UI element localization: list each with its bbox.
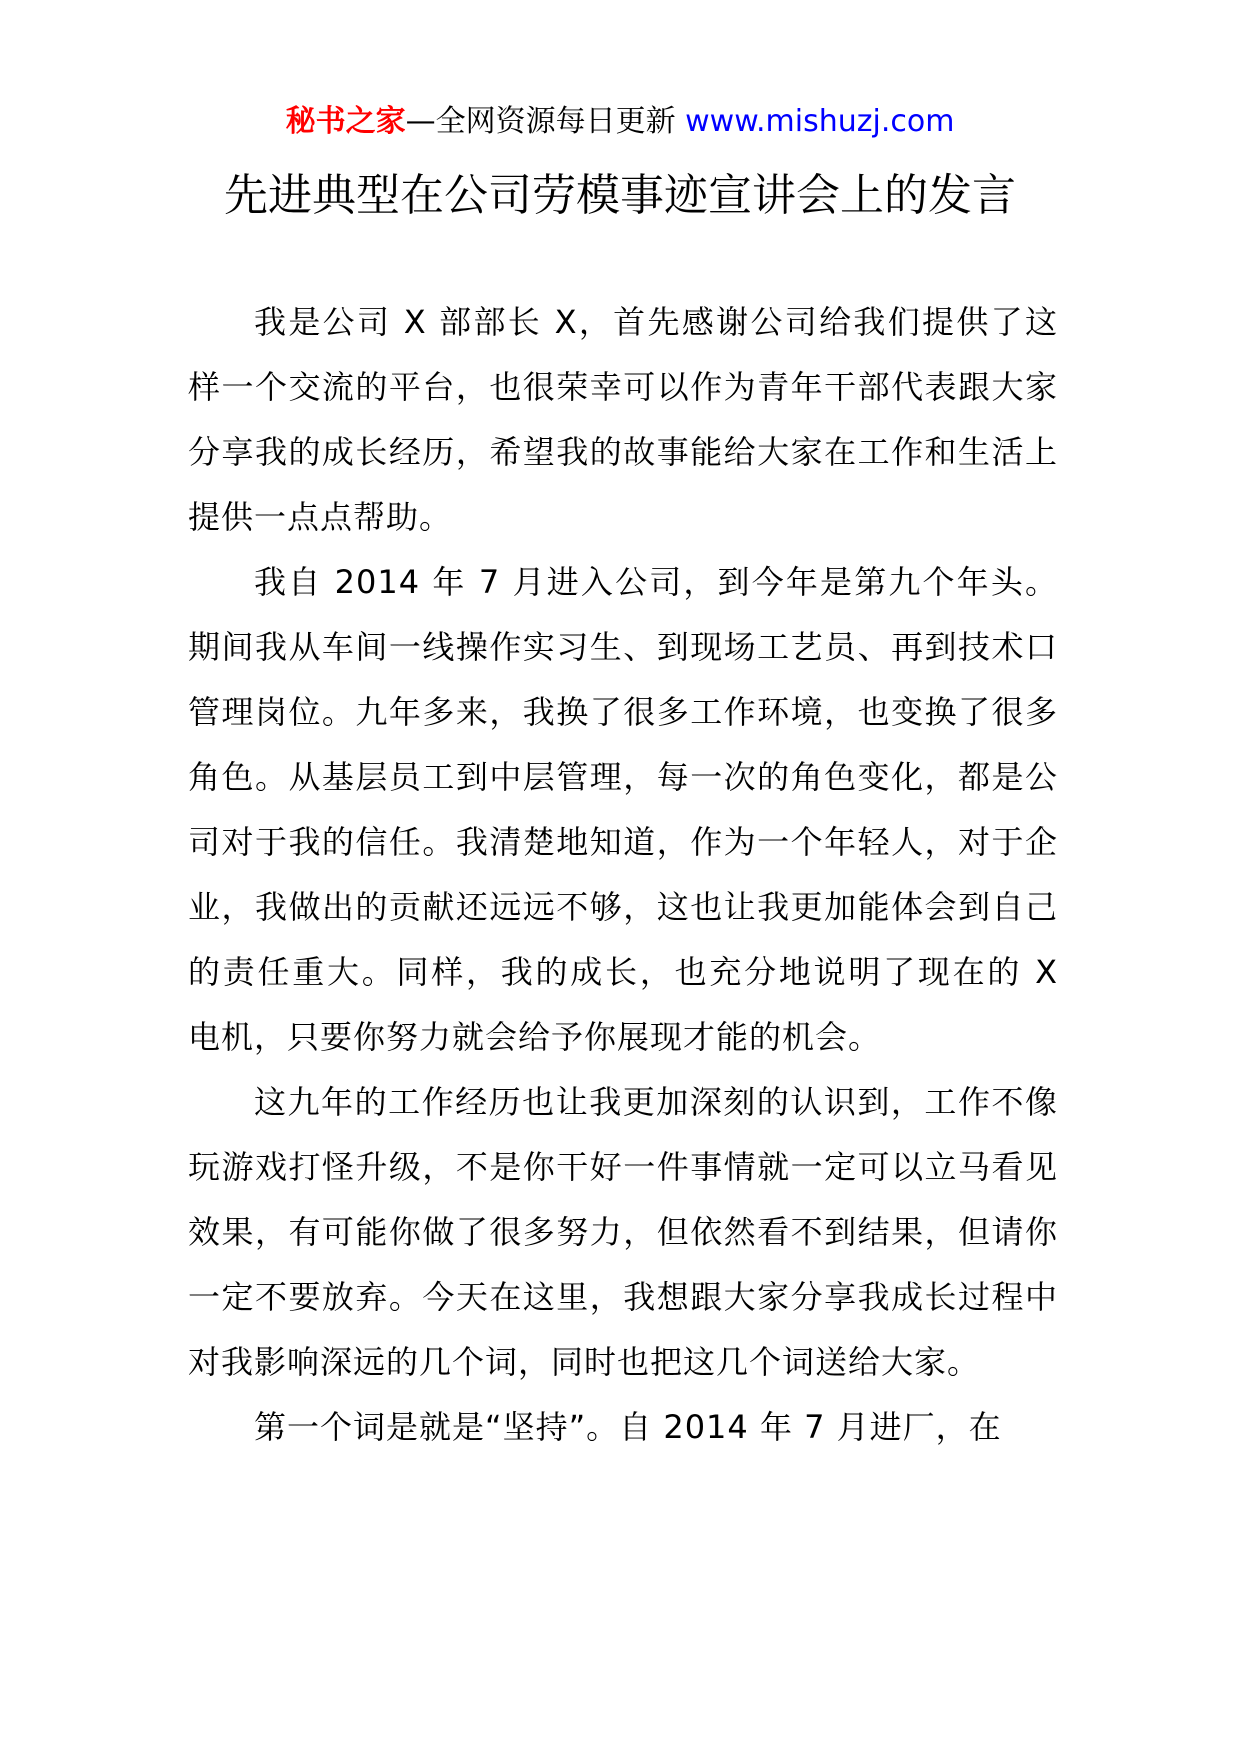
paragraph: 这九年的工作经历也让我更加深刻的认识到，工作不像玩游戏打怪升级，不是你干好一件事情就一定可以立马看见效果，有可能你做了很多努力，但依然看不到结果，但请你一定不要放弃。今天在这里，我想跟大家分享我成长过程中对我影响深远的几个词，同时也把这几个词送给大家。 [188,1083,1058,1381]
paragraph: 我是公司 X 部部长 X，首先感谢公司给我们提供了这样一个交流的平台，也很荣幸可以作为青年干部代表跟大家分享我的成长经历，希望我的故事能给大家在工作和生活上提供一点点帮助。 [188,303,1058,536]
document-body [188,290,1058,1460]
site-brand: 秘书之家 [285,104,406,139]
paragraph: 第一个词是就是“坚持”。自 2014 年 7 月进厂，在 [254,1408,1002,1446]
site-header [0,100,1240,144]
paragraph: 我自 2014 年 7 月进入公司，到今年是第九个年头。期间我从车间一线操作实习生、到现场工艺员、再到技术口管理岗位。九年多来，我换了很多工作环境，也变换了很多角色。从基层员工到中层管理，每一次的角色变化，都是公司对于我的信任。我清楚地知道，作为一个年轻人，对于企业，我做出的贡献还远远不够，这也让我更加能体会到自己的责任重大。同样，我的成长，也充分地说明了现在的 X 电机，只要你努力就会给予你展现才能的机会。 [188,563,1058,1056]
site-url-link[interactable]: www.mishuzj.com [685,104,955,139]
document-title: 先进典型在公司劳模事迹宣讲会上的发言 [224,170,1016,221]
site-tagline: —全网资源每日更新 [405,104,676,139]
